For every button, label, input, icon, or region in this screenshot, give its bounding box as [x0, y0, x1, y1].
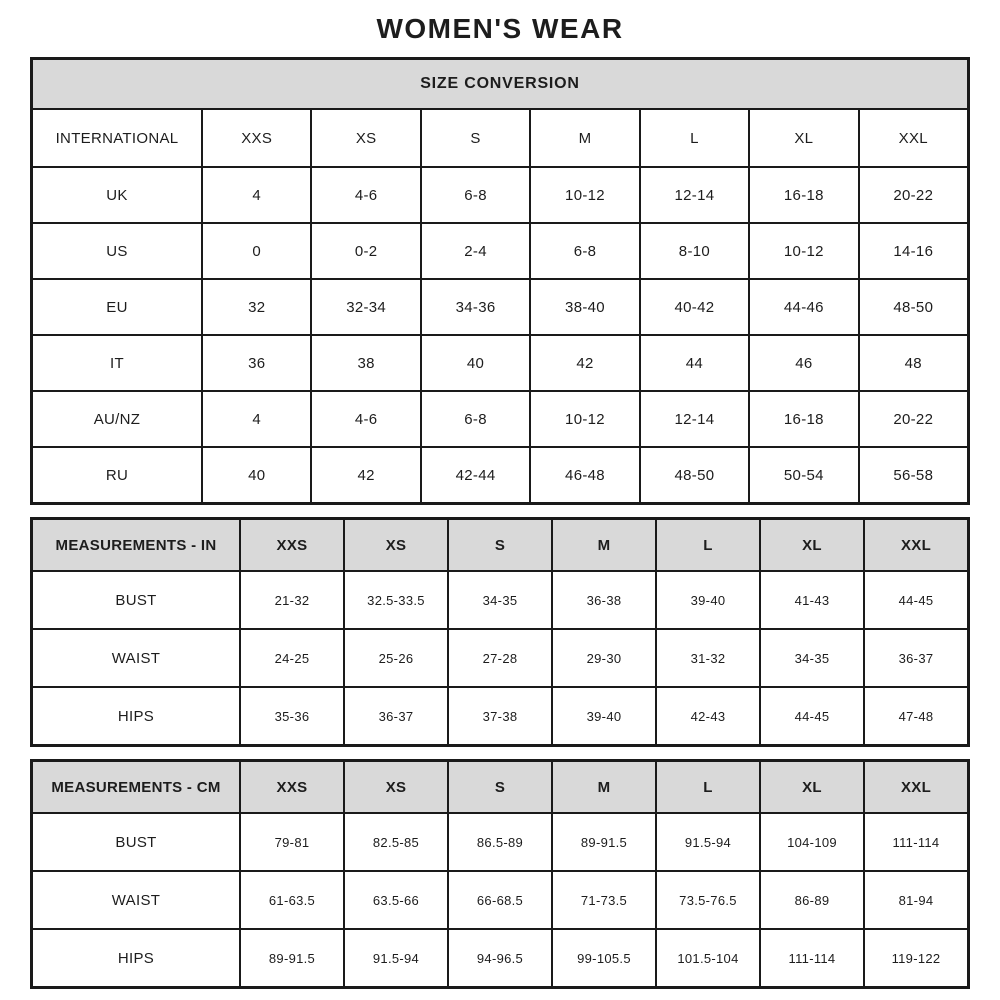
- page-title: WOMEN'S WEAR: [376, 12, 624, 44]
- column-header-xxl: XXL: [865, 762, 967, 812]
- table-cell: 8-10: [641, 224, 748, 278]
- table-cell: 44-45: [865, 572, 967, 628]
- column-header-xs: XS: [345, 762, 447, 812]
- column-header-m: M: [553, 762, 655, 812]
- table-cell: 4-6: [312, 168, 419, 222]
- table-cell: 34-36: [422, 280, 529, 334]
- table-cell: 16-18: [750, 392, 857, 446]
- table-cell: 12-14: [641, 392, 748, 446]
- table-cell: 12-14: [641, 168, 748, 222]
- row-header-bust: BUST: [33, 572, 239, 628]
- column-header-s: S: [422, 110, 529, 166]
- table-cell: 48-50: [641, 448, 748, 502]
- table-cell: 6-8: [422, 168, 529, 222]
- table-cell: 0-2: [312, 224, 419, 278]
- table-cell: 40-42: [641, 280, 748, 334]
- table-cell: 44: [641, 336, 748, 390]
- table-cell: 10-12: [531, 392, 638, 446]
- table-cell: 10-12: [750, 224, 857, 278]
- column-header-xxs: XXS: [203, 110, 310, 166]
- table-cell: 111-114: [761, 930, 863, 986]
- table-cell: 32: [203, 280, 310, 334]
- table-cell: 89-91.5: [241, 930, 343, 986]
- row-header-waist: WAIST: [33, 630, 239, 686]
- row-header-uk: UK: [33, 168, 201, 222]
- table-cell: 42-44: [422, 448, 529, 502]
- table-cell: 81-94: [865, 872, 967, 928]
- row-header-aunz: AU/NZ: [33, 392, 201, 446]
- table-cell: 86-89: [761, 872, 863, 928]
- column-header-l: L: [657, 762, 759, 812]
- column-header-xl: XL: [761, 520, 863, 570]
- table-cell: 104-109: [761, 814, 863, 870]
- table-cell: 42-43: [657, 688, 759, 744]
- column-header-l: L: [657, 520, 759, 570]
- table-cell: 89-91.5: [553, 814, 655, 870]
- table-cell: 10-12: [531, 168, 638, 222]
- size-conversion-table: [30, 57, 970, 505]
- table-cell: 4: [203, 168, 310, 222]
- table-cell: 101.5-104: [657, 930, 759, 986]
- table-cell: 40: [203, 448, 310, 502]
- table-cell: 21-32: [241, 572, 343, 628]
- table-cell: 32.5-33.5: [345, 572, 447, 628]
- table-cell: 91.5-94: [657, 814, 759, 870]
- table-cell: 6-8: [422, 392, 529, 446]
- table-cell: 40: [422, 336, 529, 390]
- table-cell: 39-40: [657, 572, 759, 628]
- table-cell: 46-48: [531, 448, 638, 502]
- table-cell: 4-6: [312, 392, 419, 446]
- table-cell: 48-50: [860, 280, 967, 334]
- table-cell: 42: [531, 336, 638, 390]
- table-cell: 20-22: [860, 392, 967, 446]
- table-cell: 82.5-85: [345, 814, 447, 870]
- table-cell: 86.5-89: [449, 814, 551, 870]
- measurements-cm-table: [30, 759, 970, 989]
- column-header-xxl: XXL: [865, 520, 967, 570]
- table-cell: 47-48: [865, 688, 967, 744]
- size-conversion-title: SIZE CONVERSION: [33, 60, 967, 108]
- table-cell: 36-38: [553, 572, 655, 628]
- column-header-xxs: XXS: [241, 520, 343, 570]
- row-header-waist: WAIST: [33, 872, 239, 928]
- table-cell: 36-37: [345, 688, 447, 744]
- table-cell: 42: [312, 448, 419, 502]
- table-cell: 16-18: [750, 168, 857, 222]
- table-cell: 56-58: [860, 448, 967, 502]
- table-cell: 91.5-94: [345, 930, 447, 986]
- table-cell: 50-54: [750, 448, 857, 502]
- column-header-xl: XL: [761, 762, 863, 812]
- column-header-xs: XS: [345, 520, 447, 570]
- table-cell: 111-114: [865, 814, 967, 870]
- table-cell: 61-63.5: [241, 872, 343, 928]
- table-cell: 79-81: [241, 814, 343, 870]
- measurements-in-table: [30, 517, 970, 747]
- table-cell: 31-32: [657, 630, 759, 686]
- column-header-xs: XS: [312, 110, 419, 166]
- table-cell: 94-96.5: [449, 930, 551, 986]
- table-cell: 6-8: [531, 224, 638, 278]
- table-cell: 48: [860, 336, 967, 390]
- table-cell: 27-28: [449, 630, 551, 686]
- table-cell: 20-22: [860, 168, 967, 222]
- table-cell: 29-30: [553, 630, 655, 686]
- column-header-xxs: XXS: [241, 762, 343, 812]
- table-cell: 34-35: [761, 630, 863, 686]
- row-header-bust: BUST: [33, 814, 239, 870]
- table-cell: 32-34: [312, 280, 419, 334]
- table-cell: 14-16: [860, 224, 967, 278]
- column-header-s: S: [449, 762, 551, 812]
- row-header-it: IT: [33, 336, 201, 390]
- column-header-s: S: [449, 520, 551, 570]
- row-header-us: US: [33, 224, 201, 278]
- table-cell: 46: [750, 336, 857, 390]
- table-cell: 99-105.5: [553, 930, 655, 986]
- table-cell: 63.5-66: [345, 872, 447, 928]
- table-cell: 38: [312, 336, 419, 390]
- column-header-l: L: [641, 110, 748, 166]
- table-cell: 4: [203, 392, 310, 446]
- table-cell: 71-73.5: [553, 872, 655, 928]
- table-cell: 73.5-76.5: [657, 872, 759, 928]
- table-cell: 44-46: [750, 280, 857, 334]
- column-header-xl: XL: [750, 110, 857, 166]
- column-header-m: M: [553, 520, 655, 570]
- table-cell: 2-4: [422, 224, 529, 278]
- column-header-measurements-cm: MEASUREMENTS - CM: [33, 762, 239, 812]
- row-header-ru: RU: [33, 448, 201, 502]
- column-header-international: INTERNATIONAL: [33, 110, 201, 166]
- column-header-m: M: [531, 110, 638, 166]
- row-header-hips: HIPS: [33, 930, 239, 986]
- table-cell: 35-36: [241, 688, 343, 744]
- table-cell: 36: [203, 336, 310, 390]
- column-header-xxl: XXL: [860, 110, 967, 166]
- table-cell: 119-122: [865, 930, 967, 986]
- column-header-measurements-in: MEASUREMENTS - IN: [33, 520, 239, 570]
- table-cell: 66-68.5: [449, 872, 551, 928]
- table-cell: 25-26: [345, 630, 447, 686]
- row-header-hips: HIPS: [33, 688, 239, 744]
- table-cell: 0: [203, 224, 310, 278]
- table-cell: 34-35: [449, 572, 551, 628]
- table-cell: 36-37: [865, 630, 967, 686]
- table-cell: 41-43: [761, 572, 863, 628]
- row-header-eu: EU: [33, 280, 201, 334]
- table-cell: 38-40: [531, 280, 638, 334]
- table-cell: 44-45: [761, 688, 863, 744]
- table-cell: 24-25: [241, 630, 343, 686]
- table-cell: 37-38: [449, 688, 551, 744]
- table-cell: 39-40: [553, 688, 655, 744]
